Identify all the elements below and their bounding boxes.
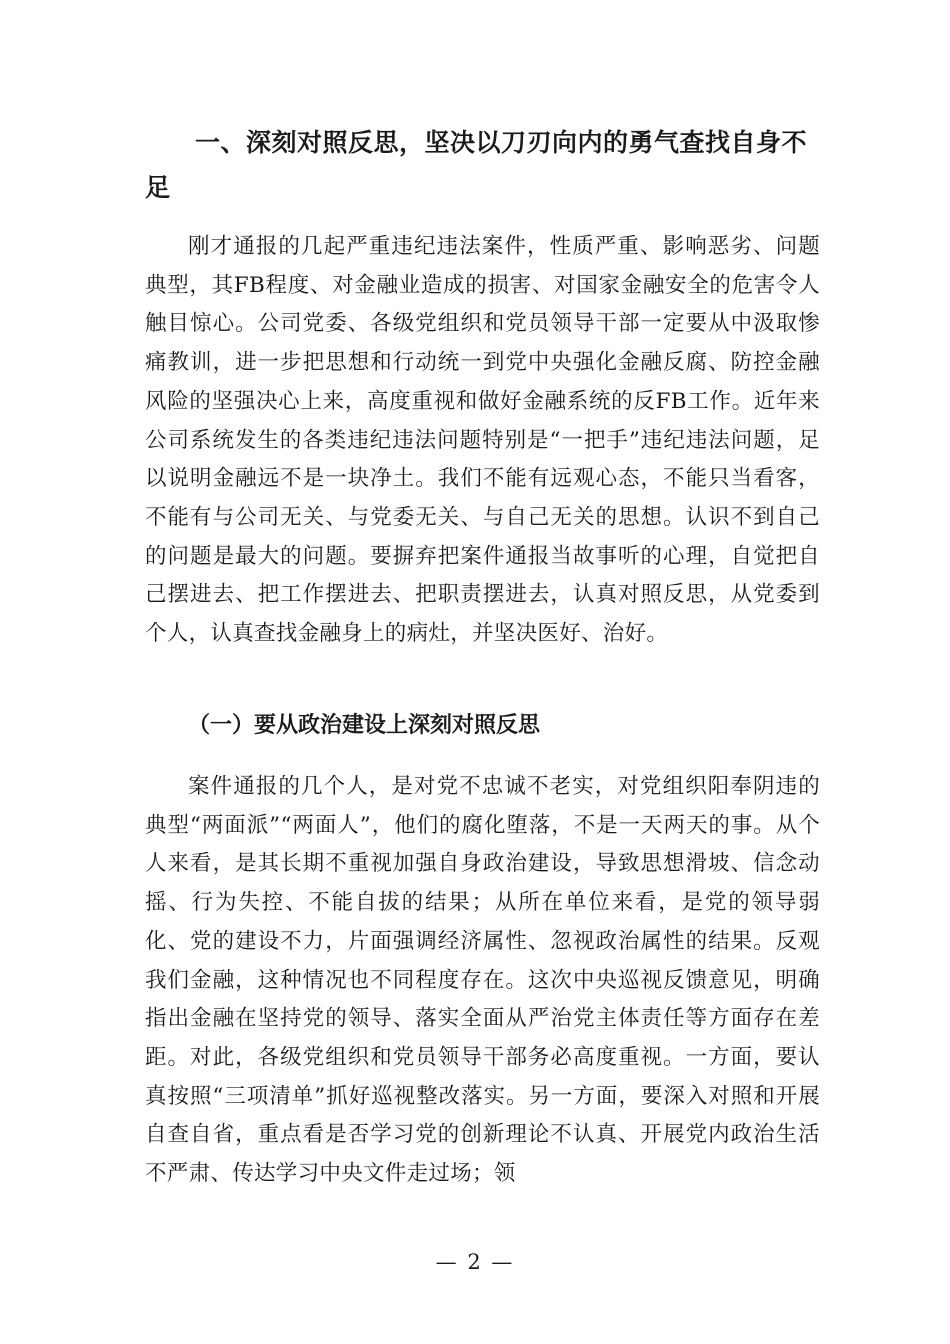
subsection-heading: （一）要从政治建设上深刻对照反思 [188, 713, 541, 738]
section-heading: 一、深刻对照反思，坚决以刀刃向内的勇气查找自身不足 [145, 128, 808, 202]
body-paragraph-1: 刚才通报的几起严重违纪违法案件，性质严重、影响恶劣、问题典型，其FB程度、对金融业造成的损害、对国家金融安全的危害令人触目惊心。公司党委、各级党组织和党员领导干部一定要从中汲取惨痛教训，进一步把思想和行动统一到党中央强化金融反腐、防控金融风险的坚强决心上来，高度重视和做好金融系统的反FB工作。近年来公司系统发生的各类违纪违法问题特别是“一把手”违纪违法问题，足以说明金融远不是一块净土。我们不能有远观心态，不能只当看客，不能有与公司无关、与党委无关、与自己无关的思想。认识不到自己的问题是最大的问题。要摒弃把案件通报当故事听的心理，自觉把自己摆进去、把工作摆进去、把职责摆进去，认真对照反思，从党委到个人，认真查找金融身上的病灶，并坚决医好、治好。 [145, 234, 820, 647]
page-number: — 2 — [435, 1250, 515, 1274]
body-paragraph-2: 案件通报的几个人，是对党不忠诚不老实，对党组织阳奉阴违的典型“两面派”“两面人”，他们的腐化堕落，不是一天两天的事。从个人来看，是其长期不重视加强自身政治建设，导致思想滑坡、信念动摇、行为失控、不能自拔的结果；从所在单位来看，是党的领导弱化、党的建设不力，片面强调经济属性、忽视政治属性的结果。反观我们金融，这种情况也不同程度存在。这次中央巡视反馈意见，明确指出金融在坚持党的领导、落实全面从严治党主体责任等方面存在差距。对此，各级党组织和党员领导干部务必高度重视。一方面，要认真按照“三项清单”抓好巡视整改落实。另一方面，要深入对照和开展自查自省，重点看是否学习党的创新理论不认真、开展党内政治生活不严肃、传达学习中央文件走过场；领 [145, 774, 820, 1187]
